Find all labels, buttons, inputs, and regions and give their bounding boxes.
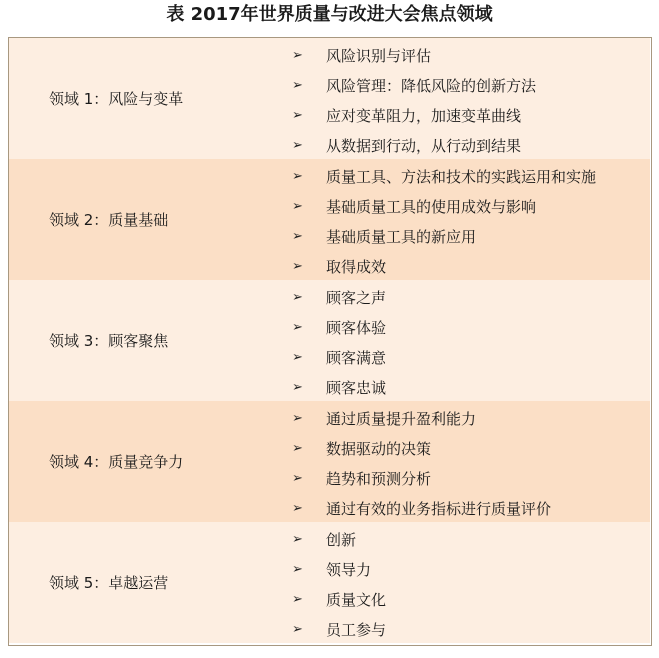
list-item [292, 282, 386, 312]
arrow-bullet-icon: ➢ [292, 531, 303, 547]
item-text: 质量文化 [326, 590, 387, 609]
arrow-bullet-icon: ➢ [292, 168, 303, 184]
list-item [292, 251, 596, 281]
area-items [292, 282, 386, 402]
area-items [292, 161, 596, 281]
area-row-5 [9, 522, 650, 643]
item-text: 风险识别与评估 [326, 46, 432, 65]
arrow-bullet-icon: ➢ [292, 561, 303, 577]
arrow-bullet-icon: ➢ [292, 500, 303, 516]
arrow-bullet-icon: ➢ [292, 258, 303, 274]
item-text: 顾客体验 [326, 318, 387, 337]
list-item [292, 161, 596, 191]
arrow-bullet-icon: ➢ [292, 621, 303, 637]
list-item [292, 70, 536, 100]
area-label: 领域 2：质量基础 [49, 211, 169, 229]
area-items [292, 40, 536, 160]
area-label: 领域 4：质量竞争力 [49, 453, 184, 471]
item-text: 取得成效 [326, 257, 387, 276]
arrow-bullet-icon: ➢ [292, 137, 303, 153]
item-text: 领导力 [326, 560, 372, 579]
arrow-bullet-icon: ➢ [292, 349, 303, 365]
list-item [292, 524, 386, 554]
item-text: 创新 [326, 530, 357, 549]
item-text: 趋势和预测分析 [326, 469, 432, 488]
item-text: 顾客忠诚 [326, 378, 387, 397]
arrow-bullet-icon: ➢ [292, 440, 303, 456]
arrow-bullet-icon: ➢ [292, 228, 303, 244]
arrow-bullet-icon: ➢ [292, 379, 303, 395]
area-label: 领域 3：顾客聚焦 [49, 332, 169, 350]
item-text: 员工参与 [326, 620, 387, 639]
item-text: 应对变革阻力，加速变革曲线 [326, 106, 522, 125]
arrow-bullet-icon: ➢ [292, 319, 303, 335]
list-item [292, 100, 536, 130]
arrow-bullet-icon: ➢ [292, 47, 303, 63]
area-label: 领域 5：卓越运营 [49, 574, 169, 592]
area-row-3 [9, 280, 650, 401]
list-item [292, 493, 551, 523]
focus-areas-table [8, 37, 652, 646]
arrow-bullet-icon: ➢ [292, 410, 303, 426]
arrow-bullet-icon: ➢ [292, 591, 303, 607]
list-item [292, 614, 386, 644]
arrow-bullet-icon: ➢ [292, 470, 303, 486]
arrow-bullet-icon: ➢ [292, 77, 303, 93]
list-item [292, 584, 386, 614]
list-item [292, 342, 386, 372]
area-label: 领域 1：风险与变革 [49, 90, 184, 108]
item-text: 数据驱动的决策 [326, 439, 432, 458]
list-item [292, 403, 551, 433]
area-items [292, 403, 551, 523]
list-item [292, 191, 596, 221]
list-item [292, 221, 596, 251]
list-item [292, 433, 551, 463]
area-row-2 [9, 159, 650, 280]
table-title: 表 2017年世界质量与改进大会焦点领域 [166, 4, 493, 25]
list-item [292, 130, 536, 160]
arrow-bullet-icon: ➢ [292, 107, 303, 123]
item-text: 风险管理：降低风险的创新方法 [326, 76, 537, 95]
list-item [292, 40, 536, 70]
arrow-bullet-icon: ➢ [292, 289, 303, 305]
item-text: 从数据到行动，从行动到结果 [326, 136, 522, 155]
area-row-1 [9, 38, 650, 159]
list-item [292, 554, 386, 584]
list-item [292, 312, 386, 342]
area-row-4 [9, 401, 650, 522]
area-items [292, 524, 386, 644]
list-item [292, 372, 386, 402]
list-item [292, 463, 551, 493]
item-text: 基础质量工具的新应用 [326, 227, 477, 246]
item-text: 顾客之声 [326, 288, 387, 307]
item-text: 通过质量提升盈利能力 [326, 409, 477, 428]
arrow-bullet-icon: ➢ [292, 198, 303, 214]
item-text: 质量工具、方法和技术的实践运用和实施 [326, 167, 597, 186]
item-text: 基础质量工具的使用成效与影响 [326, 197, 537, 216]
item-text: 通过有效的业务指标进行质量评价 [326, 499, 552, 518]
item-text: 顾客满意 [326, 348, 387, 367]
